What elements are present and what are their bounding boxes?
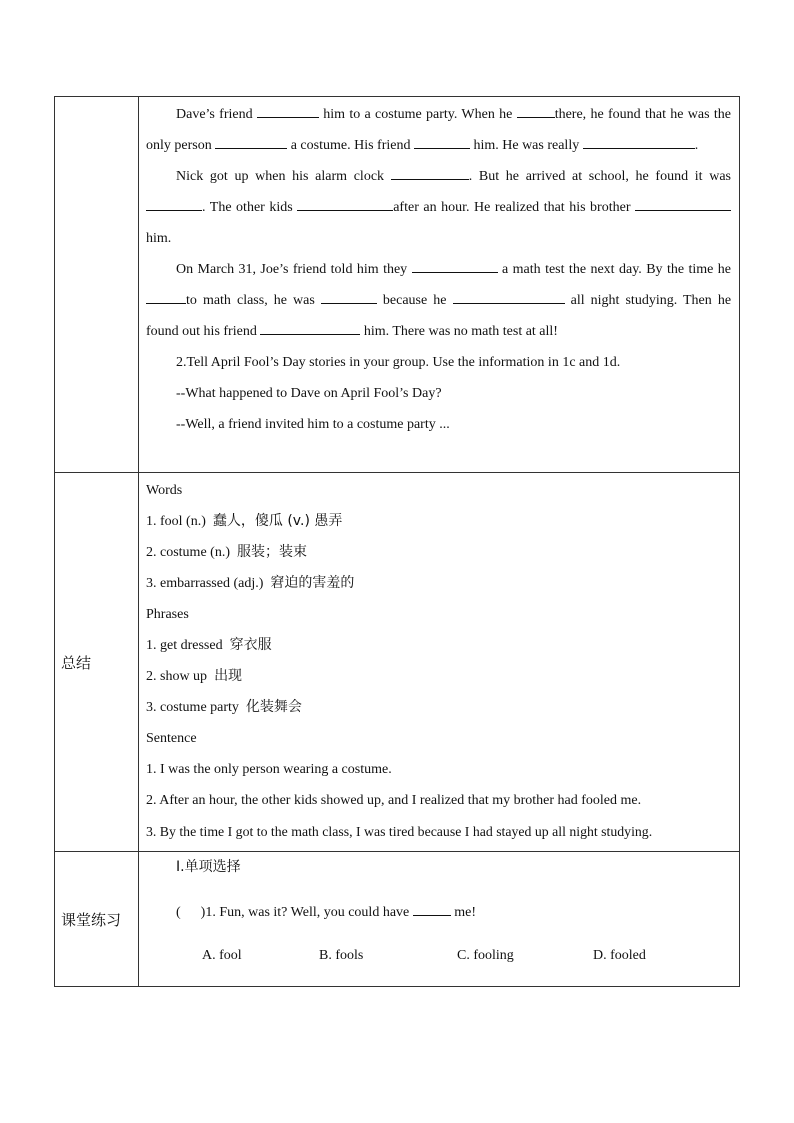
question-1 xyxy=(146,897,731,928)
text-fragment: . The other kids xyxy=(202,200,293,215)
summary-label-cell xyxy=(55,473,139,852)
sentence-heading: Sentence xyxy=(146,731,197,746)
phrase-en: 2. show up xyxy=(146,669,208,684)
phrase-item xyxy=(146,630,731,661)
story-paragraph-dave xyxy=(146,99,731,161)
blank-line[interactable] xyxy=(257,102,319,118)
phrase-item xyxy=(146,661,731,692)
practice-content-cell xyxy=(139,852,740,987)
text-fragment: all night studying. Then he found out his friend xyxy=(146,293,732,339)
summary-content-cell xyxy=(139,473,740,852)
story-paragraph-joe xyxy=(146,254,731,347)
word-en: 3. embarrassed (adj.) xyxy=(146,576,264,591)
blank-line[interactable] xyxy=(260,319,360,335)
story-paragraph-nick xyxy=(146,161,731,254)
word-cn: 窘迫的害羞的 xyxy=(270,575,355,591)
text-fragment: there, he found that he was the only person xyxy=(146,107,731,153)
text-fragment: him. He was really xyxy=(473,138,580,153)
phrase-item xyxy=(146,692,731,723)
text-fragment: Dave’s friend xyxy=(176,107,253,122)
sentence-item: 1. I was the only person wearing a costume. xyxy=(146,762,392,777)
text-fragment: him. There was no math test at all! xyxy=(363,324,558,339)
phrase-cn: 穿衣服 xyxy=(229,637,272,653)
blank-line[interactable] xyxy=(413,900,451,916)
options-row xyxy=(146,940,731,971)
option-a[interactable]: A. fool xyxy=(202,948,242,963)
section-heading: I.单项选择 xyxy=(176,859,241,875)
sentence-item: 3. By the time I got to the math class, I was tired because I had stayed up all night studying. xyxy=(146,824,653,839)
text-fragment: him to a costume party. When he xyxy=(323,107,513,122)
word-item xyxy=(146,568,731,599)
blank-line[interactable] xyxy=(414,133,470,149)
blank-line[interactable] xyxy=(453,288,565,304)
blank-line[interactable] xyxy=(215,133,287,149)
question-text-end: me! xyxy=(454,905,477,920)
text-fragment: him. xyxy=(146,231,172,246)
blank-line[interactable] xyxy=(146,288,186,304)
words-heading: Words xyxy=(146,483,183,498)
word-item xyxy=(146,537,731,568)
question-line: --What happened to Dave on April Fool’s Day? xyxy=(176,386,442,401)
word-en: 2. costume (n.) xyxy=(146,545,230,560)
blank-line[interactable] xyxy=(391,164,469,180)
text-fragment: because he xyxy=(382,293,447,308)
option-d[interactable]: D. fooled xyxy=(593,948,646,963)
story-content-cell xyxy=(139,97,740,473)
text-fragment: . xyxy=(694,138,699,153)
question-text: )1. Fun, was it? Well, you could have xyxy=(200,905,410,920)
option-c[interactable]: C. fooling xyxy=(457,948,514,963)
story-label-cell xyxy=(55,97,139,473)
worksheet xyxy=(54,96,740,987)
word-en: 1. fool (n.) xyxy=(146,514,206,529)
word-item xyxy=(146,506,731,537)
answer-paren-open: ( xyxy=(176,905,181,920)
text-fragment: Nick got up when his alarm clock xyxy=(176,169,385,184)
sentence-item: 2. After an hour, the other kids showed up, and I realized that my brother had fooled me. xyxy=(146,793,642,808)
task-2-instruction: 2.Tell April Fool’s Day stories in your group. Use the information in 1c and 1d. xyxy=(176,355,621,370)
answer-line: --Well, a friend invited him to a costume party ... xyxy=(176,417,450,432)
text-fragment: On March 31, Joe’s friend told him they xyxy=(176,262,408,277)
blank-line[interactable] xyxy=(297,195,393,211)
phrase-en: 1. get dressed xyxy=(146,638,223,653)
phrase-en: 3. costume party xyxy=(146,700,239,715)
text-fragment: after an hour. He realized that his brother xyxy=(393,200,631,215)
option-b[interactable]: B. fools xyxy=(319,948,364,963)
practice-row xyxy=(55,852,740,987)
practice-label-cell xyxy=(55,852,139,987)
text-fragment: . But he arrived at school, he found it was xyxy=(468,169,732,184)
blank-line[interactable] xyxy=(583,133,695,149)
phrase-cn: 出现 xyxy=(214,668,243,684)
phrase-cn: 化装舞会 xyxy=(245,699,302,715)
blank-line[interactable] xyxy=(412,257,498,273)
word-cn: 蠢人，傻瓜 (v.) 愚弄 xyxy=(212,513,343,529)
text-fragment: a costume. His friend xyxy=(290,138,411,153)
story-row xyxy=(55,97,740,473)
word-cn: 服装；装束 xyxy=(236,544,307,560)
summary-row xyxy=(55,473,740,852)
blank-line[interactable] xyxy=(321,288,377,304)
text-fragment: to math class, he was xyxy=(186,293,315,308)
summary-label: 总结 xyxy=(61,653,92,672)
phrases-heading: Phrases xyxy=(146,607,189,622)
blank-line[interactable] xyxy=(146,195,202,211)
lesson-table xyxy=(54,96,740,987)
text-fragment: a math test the next day. By the time he xyxy=(502,262,732,277)
blank-line[interactable] xyxy=(635,195,731,211)
blank-line[interactable] xyxy=(517,102,555,118)
practice-label: 课堂练习 xyxy=(61,910,122,929)
